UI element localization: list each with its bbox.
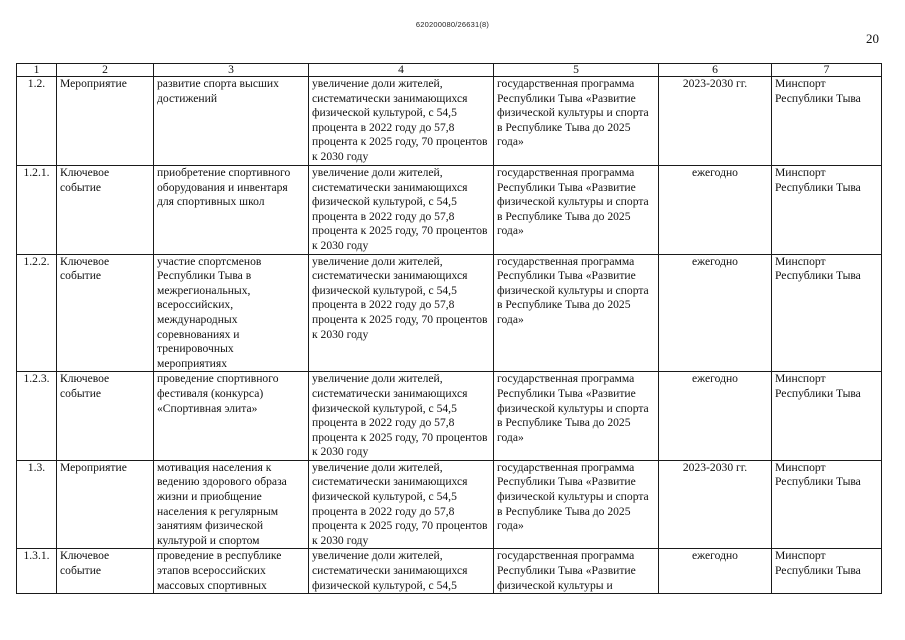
row-indicator: увеличение доли жителей, систематически занимающихся физической культурой, с 54,5 процента в 2022 году до 57,8 процента к 2025 году, 70 процентов к 2030 году bbox=[309, 254, 494, 372]
row-number: 1.2. bbox=[17, 77, 57, 166]
row-responsible: Минспорт Республики Тыва bbox=[772, 549, 882, 594]
row-type: Ключевое событие bbox=[57, 254, 154, 372]
row-program: государственная программа Республики Тыва «Развитие физической культуры и спорта в Республике Тыва до 2025 года» bbox=[494, 254, 659, 372]
row-number: 1.3. bbox=[17, 460, 57, 549]
row-number: 1.3.1. bbox=[17, 549, 57, 594]
row-responsible: Минспорт Республики Тыва bbox=[772, 254, 882, 372]
column-number: 6 bbox=[659, 64, 772, 77]
row-indicator: увеличение доли жителей, систематически занимающихся физической культурой, с 54,5 процента в 2022 году до 57,8 процента к 2025 году, 70 процентов к 2030 году bbox=[309, 77, 494, 166]
row-indicator: увеличение доли жителей, систематически занимающихся физической культурой, с 54,5 bbox=[309, 549, 494, 594]
table-row bbox=[17, 77, 882, 166]
table-row bbox=[17, 372, 882, 461]
row-responsible: Минспорт Республики Тыва bbox=[772, 372, 882, 461]
row-name: проведение в республике этапов всероссийских массовых спортивных bbox=[154, 549, 309, 594]
row-program: государственная программа Республики Тыва «Развитие физической культуры и спорта в Республике Тыва до 2025 года» bbox=[494, 77, 659, 166]
row-type: Ключевое событие bbox=[57, 372, 154, 461]
row-indicator: увеличение доли жителей, систематически занимающихся физической культурой, с 54,5 процента в 2022 году до 57,8 процента к 2025 году, 70 процентов к 2030 году bbox=[309, 460, 494, 549]
row-type: Ключевое событие bbox=[57, 166, 154, 255]
row-deadline: ежегодно bbox=[659, 372, 772, 461]
row-responsible: Минспорт Республики Тыва bbox=[772, 460, 882, 549]
column-number: 7 bbox=[772, 64, 882, 77]
row-type: Мероприятие bbox=[57, 460, 154, 549]
row-name: приобретение спортивного оборудования и инвентаря для спортивных школ bbox=[154, 166, 309, 255]
table-row bbox=[17, 254, 882, 372]
row-deadline: 2023-2030 гг. bbox=[659, 77, 772, 166]
row-indicator: увеличение доли жителей, систематически занимающихся физической культурой, с 54,5 процента в 2022 году до 57,8 процента к 2025 году, 70 процентов к 2030 году bbox=[309, 372, 494, 461]
row-name: проведение спортивного фестиваля (конкурса) «Спортивная элита» bbox=[154, 372, 309, 461]
column-number-row bbox=[17, 64, 882, 77]
row-deadline: 2023-2030 гг. bbox=[659, 460, 772, 549]
table-row bbox=[17, 549, 882, 594]
column-number: 1 bbox=[17, 64, 57, 77]
row-responsible: Минспорт Республики Тыва bbox=[772, 77, 882, 166]
column-number: 2 bbox=[57, 64, 154, 77]
table-row bbox=[17, 460, 882, 549]
row-indicator: увеличение доли жителей, систематически занимающихся физической культурой, с 54,5 процента в 2022 году до 57,8 процента к 2025 году, 70 процентов к 2030 году bbox=[309, 166, 494, 255]
row-number: 1.2.3. bbox=[17, 372, 57, 461]
document-registration-number: 620200080/26631(8) bbox=[415, 20, 490, 29]
column-number: 3 bbox=[154, 64, 309, 77]
row-number: 1.2.2. bbox=[17, 254, 57, 372]
column-number: 4 bbox=[309, 64, 494, 77]
page-number: 20 bbox=[866, 31, 879, 46]
row-deadline: ежегодно bbox=[659, 254, 772, 372]
row-program: государственная программа Республики Тыва «Развитие физической культуры и спорта в Республике Тыва до 2025 года» bbox=[494, 460, 659, 549]
row-program: государственная программа Республики Тыва «Развитие физической культуры и спорта в Республике Тыва до 2025 года» bbox=[494, 166, 659, 255]
row-name: участие спортсменов Республики Тыва в межрегиональных, всероссийских, международных соревнованиях и тренировочных мероприятиях bbox=[154, 254, 309, 372]
row-program: государственная программа Республики Тыва «Развитие физической культуры и bbox=[494, 549, 659, 594]
row-responsible: Минспорт Республики Тыва bbox=[772, 166, 882, 255]
row-type: Ключевое событие bbox=[57, 549, 154, 594]
row-deadline: ежегодно bbox=[659, 549, 772, 594]
row-type: Мероприятие bbox=[57, 77, 154, 166]
plan-table bbox=[16, 63, 882, 594]
row-program: государственная программа Республики Тыва «Развитие физической культуры и спорта в Республике Тыва до 2025 года» bbox=[494, 372, 659, 461]
table-row bbox=[17, 166, 882, 255]
column-number: 5 bbox=[494, 64, 659, 77]
row-number: 1.2.1. bbox=[17, 166, 57, 255]
row-name: развитие спорта высших достижений bbox=[154, 77, 309, 166]
row-deadline: ежегодно bbox=[659, 166, 772, 255]
row-name: мотивация населения к ведению здорового образа жизни и приобщение населения к регулярным занятиям физической культурой и спортом bbox=[154, 460, 309, 549]
